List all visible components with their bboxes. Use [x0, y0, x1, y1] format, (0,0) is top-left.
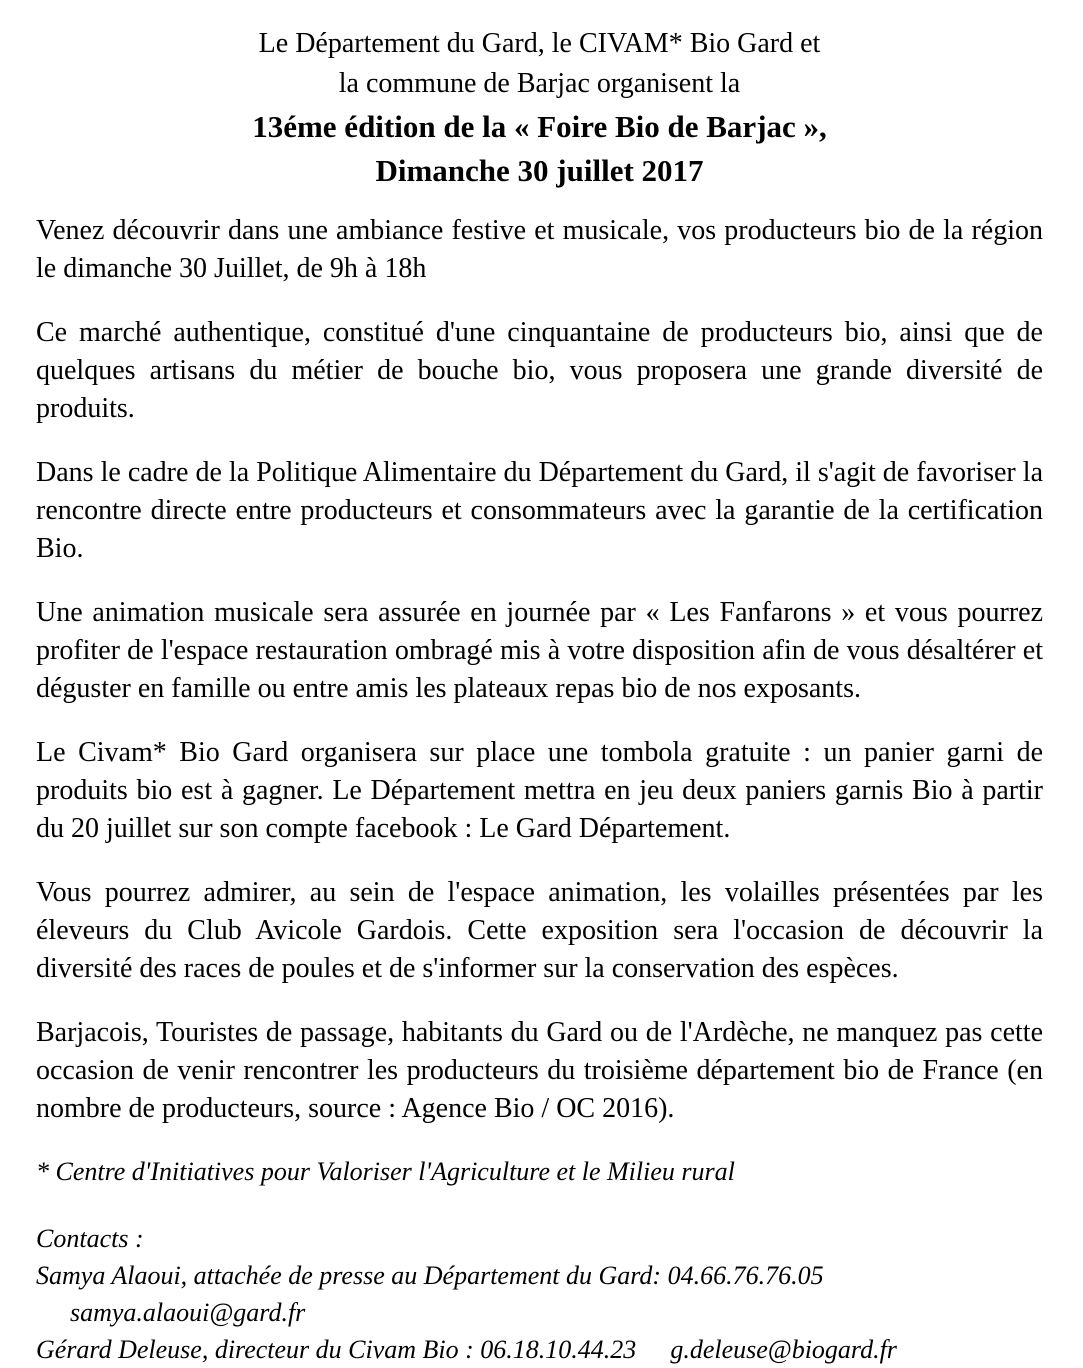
- paragraph-2: Ce marché authentique, constitué d'une cinquantaine de producteurs bio, ainsi que de quelques artisans du métier de bouche bio, vous proposera une grande diversité de produits.: [36, 317, 1043, 424]
- contact-1-text: Samya Alaoui, attachée de presse au Département du Gard: 04.66.76.76.05: [36, 1261, 824, 1290]
- contact-2-text: Gérard Deleuse, directeur du Civam Bio : 06.18.10.44.23: [36, 1335, 637, 1364]
- header-line-2: la commune de Barjac organisent la: [338, 68, 741, 99]
- paragraph-1: Venez découvrir dans une ambiance festive et musicale, vos producteurs bio de la région le dimanche 30 Juillet, de 9h à 18h: [36, 215, 1043, 284]
- document-body: [36, 212, 1043, 1128]
- paragraph-6: Vous pourrez admirer, au sein de l'espace animation, les volailles présentées par les éleveurs du Club Avicole Gardois. Cette exposition sera l'occasion de découvrir la diversité des races de poules et de s'informer sur la conservation des espèces.: [36, 877, 1043, 984]
- title-line-1: 13éme édition de la « Foire Bio de Barjac »,: [252, 109, 827, 144]
- contacts-heading: Contacts :: [36, 1224, 144, 1253]
- paragraph-4: Une animation musicale sera assurée en journée par « Les Fanfarons » et vous pourrez profiter de l'espace restauration ombragé mis à votre disposition afin de vous désaltérer et déguster en famille ou entre amis les plateaux repas bio de nos exposants.: [36, 597, 1043, 704]
- contact-2-email: g.deleuse@biogard.fr: [670, 1335, 897, 1364]
- document-title: [36, 105, 1043, 193]
- title-line-2: Dimanche 30 juillet 2017: [375, 153, 704, 188]
- footnote: * Centre d'Initiatives pour Valoriser l'Agriculture et le Milieu rural: [36, 1157, 735, 1186]
- contact-line: [36, 1257, 1043, 1331]
- contact-1-email: samya.alaoui@gard.fr: [70, 1298, 306, 1327]
- paragraph-5: Le Civam* Bio Gard organisera sur place une tombola gratuite : un panier garni de produits bio est à gagner. Le Département mettra en jeu deux paniers garnis Bio à partir du 20 juillet sur son compte facebook : Le Gard Département.: [36, 737, 1043, 844]
- document-header: [36, 24, 1043, 104]
- contact-line: [36, 1331, 1043, 1368]
- paragraph-3: Dans le cadre de la Politique Alimentaire du Département du Gard, il s'agit de favoriser la rencontre directe entre producteurs et consommateurs avec la garantie de la certification Bio.: [36, 457, 1043, 564]
- contacts-block: [36, 1220, 1043, 1368]
- header-line-1: Le Département du Gard, le CIVAM* Bio Gard et: [258, 28, 821, 59]
- paragraph-7: Barjacois, Touristes de passage, habitants du Gard ou de l'Ardèche, ne manquez pas cette occasion de venir rencontrer les producteurs du troisième département bio de France (en nombre de producteurs, source : Agence Bio / OC 2016).: [36, 1017, 1043, 1124]
